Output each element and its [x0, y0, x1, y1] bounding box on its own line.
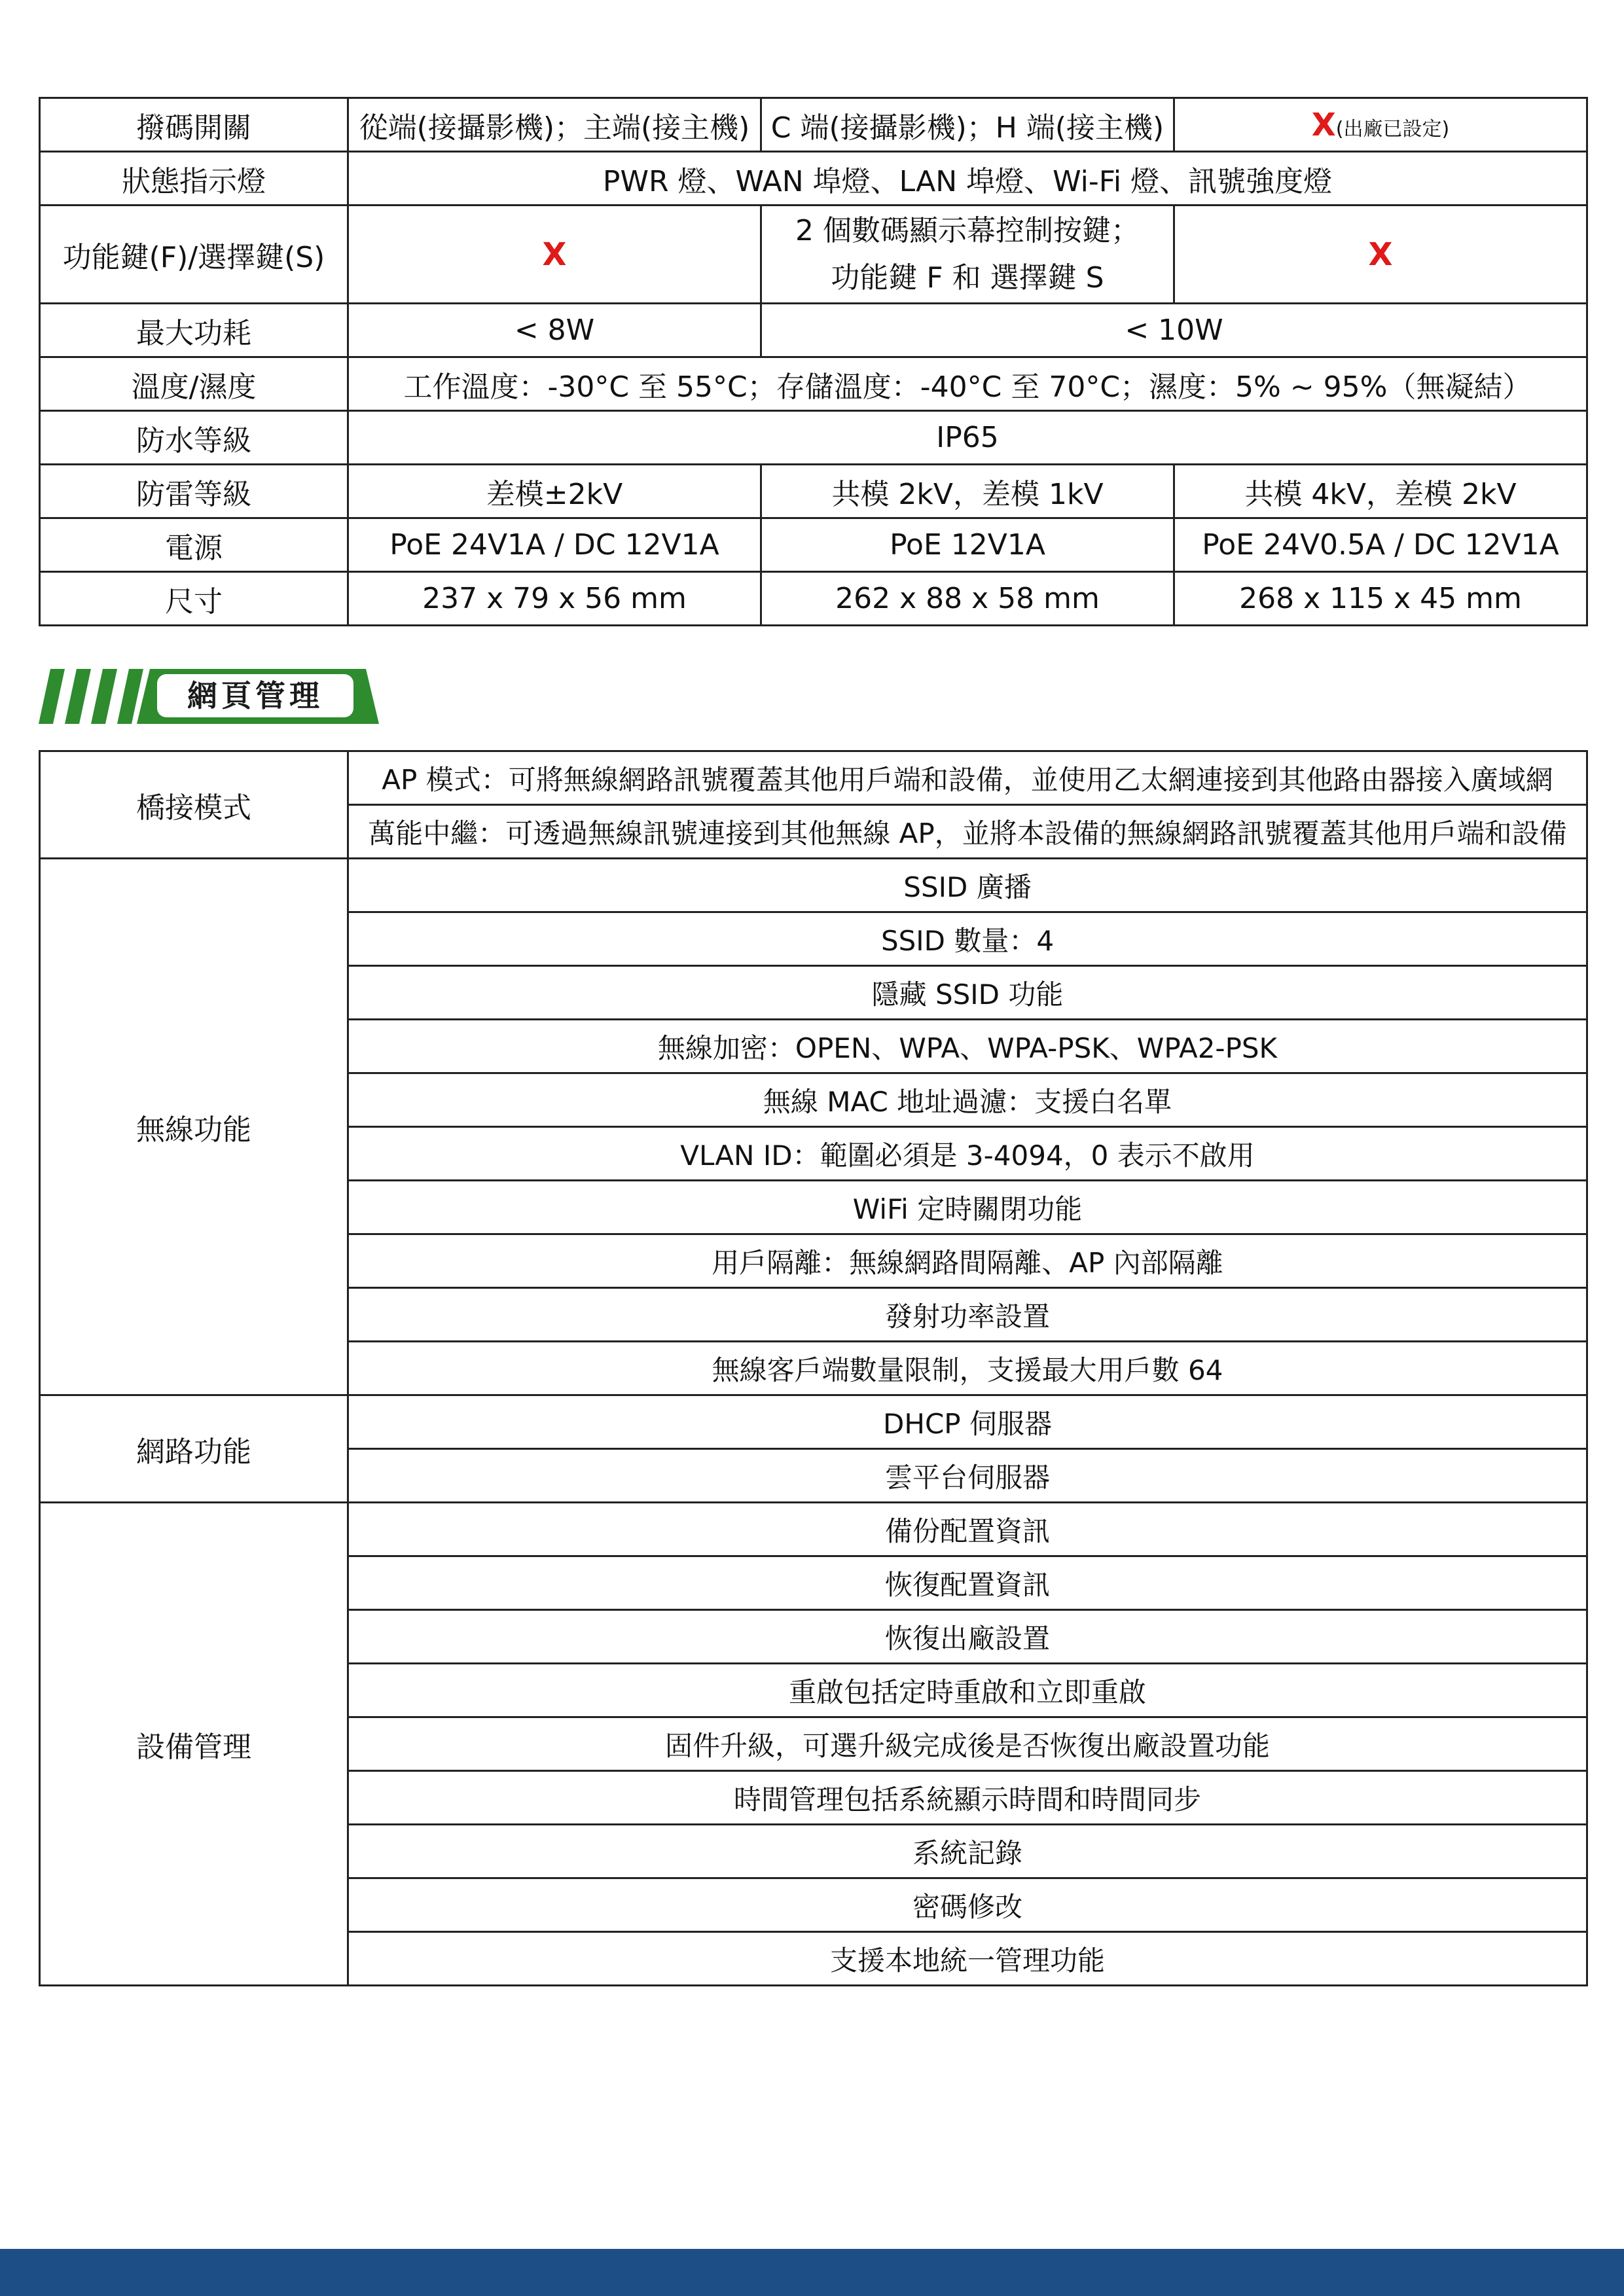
- dip-col2: C 端(接攝影機)；H 端(接主機): [761, 98, 1174, 152]
- stripe-icon: [39, 669, 65, 724]
- feature-item: 恢復配置資訊: [348, 1556, 1587, 1610]
- group-label-device: 設備管理: [40, 1503, 348, 1986]
- temperature-row: [40, 357, 1587, 411]
- footer-band: [0, 2249, 1624, 2296]
- stripe-icon: [65, 669, 91, 724]
- lightning-col3: 共模 4kV，差模 2kV: [1174, 465, 1587, 518]
- waterproof-row: [40, 411, 1587, 465]
- row-label: 功能鍵(F)/選擇鍵(S): [40, 206, 348, 304]
- row-label: 尺寸: [40, 572, 348, 626]
- feature-item: 固件升級，可選升級完成後是否恢復出廠設置功能: [348, 1717, 1587, 1771]
- feature-item: 發射功率設置: [348, 1288, 1587, 1342]
- lightning-col1: 差模±2kV: [348, 465, 761, 518]
- feature-item: DHCP 伺服器: [348, 1395, 1587, 1449]
- feature-row: [40, 1395, 1587, 1449]
- keys-col2-line2: 功能鍵 F 和 選擇鍵 S: [831, 260, 1104, 295]
- power-col1: PoE 24V1A / DC 12V1A: [348, 518, 761, 572]
- feature-item: 密碼修改: [348, 1878, 1587, 1932]
- feature-item: 無線 MAC 地址過濾：支援白名單: [348, 1073, 1587, 1127]
- feature-row: [40, 859, 1587, 912]
- feature-item: 無線客戶端數量限制，支援最大用戶數 64: [348, 1342, 1587, 1395]
- feature-item: 系統記錄: [348, 1825, 1587, 1878]
- status-led-value: PWR 燈、WAN 埠燈、LAN 埠燈、Wi-Fi 燈、訊號強度燈: [348, 152, 1587, 206]
- size-col3: 268 x 115 x 45 mm: [1174, 572, 1587, 626]
- x-mark: X: [1311, 106, 1336, 143]
- row-label: 防雷等級: [40, 465, 348, 518]
- temperature-value: 工作溫度：-30°C 至 55°C；存儲溫度：-40°C 至 70°C；濕度：5% ~ 95%（無凝結）: [348, 357, 1587, 411]
- stripe-icon: [91, 669, 117, 724]
- feature-item: 隱藏 SSID 功能: [348, 966, 1587, 1020]
- feature-item: SSID 廣播: [348, 859, 1587, 912]
- power-col2: PoE 12V1A: [761, 518, 1174, 572]
- dip-col1: 從端(接攝影機)；主端(接主機): [348, 98, 761, 152]
- factory-set-note: (出廠已設定): [1335, 117, 1450, 141]
- section-title: 網頁管理: [187, 678, 323, 713]
- lightning-row: [40, 465, 1587, 518]
- group-label-wireless: 無線功能: [40, 859, 348, 1395]
- feature-item: AP 模式：可將無線網路訊號覆蓋其他用戶端和設備，並使用乙太網連接到其他路由器接入廣域網: [348, 751, 1587, 805]
- feature-item: VLAN ID：範圍必須是 3-4094，0 表示不啟用: [348, 1127, 1587, 1181]
- max-power-col23: < 10W: [761, 304, 1587, 357]
- feature-item: 重啟包括定時重啟和立即重啟: [348, 1664, 1587, 1717]
- size-row: [40, 572, 1587, 626]
- waterproof-value: IP65: [348, 411, 1587, 465]
- feature-item: 雲平台伺服器: [348, 1449, 1587, 1503]
- lightning-col2: 共模 2kV，差模 1kV: [761, 465, 1174, 518]
- feature-item: 無線加密：OPEN、WPA、WPA-PSK、WPA2-PSK: [348, 1020, 1587, 1073]
- group-label-network: 網路功能: [40, 1395, 348, 1503]
- feature-item: WiFi 定時關閉功能: [348, 1181, 1587, 1234]
- row-label: 撥碼開關: [40, 98, 348, 152]
- size-col1: 237 x 79 x 56 mm: [348, 572, 761, 626]
- keys-col2-line1: 2 個數碼顯示幕控制按鍵；: [795, 213, 1140, 247]
- row-label: 溫度/濕度: [40, 357, 348, 411]
- power-col3: PoE 24V0.5A / DC 12V1A: [1174, 518, 1587, 572]
- row-label: 最大功耗: [40, 304, 348, 357]
- status-led-row: [40, 152, 1587, 206]
- dip-switch-row: [40, 98, 1587, 152]
- group-label-bridge: 橋接模式: [40, 751, 348, 859]
- spec-table: [39, 97, 1588, 626]
- keys-col2: [761, 206, 1174, 304]
- feature-row: [40, 1503, 1587, 1556]
- feature-item: 用戶隔離：無線網路間隔離、AP 內部隔離: [348, 1234, 1587, 1288]
- keys-row: [40, 206, 1587, 304]
- feature-item: 恢復出廠設置: [348, 1610, 1587, 1664]
- max-power-row: [40, 304, 1587, 357]
- dip-col3: [1174, 98, 1587, 152]
- web-management-table: [39, 750, 1588, 1986]
- feature-item: SSID 數量：4: [348, 912, 1587, 966]
- x-mark: X: [1368, 236, 1393, 273]
- keys-col3: [1174, 206, 1587, 304]
- x-mark: X: [542, 236, 567, 273]
- power-row: [40, 518, 1587, 572]
- feature-item: 萬能中繼：可透過無線訊號連接到其他無線 AP，並將本設備的無線網路訊號覆蓋其他用戶端和設備: [348, 805, 1587, 859]
- feature-row: [40, 751, 1587, 805]
- feature-item: 備份配置資訊: [348, 1503, 1587, 1556]
- row-label: 防水等級: [40, 411, 348, 465]
- keys-col1: [348, 206, 761, 304]
- feature-item: 時間管理包括系統顯示時間和時間同步: [348, 1771, 1587, 1825]
- size-col2: 262 x 88 x 58 mm: [761, 572, 1174, 626]
- row-label: 電源: [40, 518, 348, 572]
- row-label: 狀態指示燈: [40, 152, 348, 206]
- feature-item: 支援本地統一管理功能: [348, 1932, 1587, 1986]
- max-power-col1: < 8W: [348, 304, 761, 357]
